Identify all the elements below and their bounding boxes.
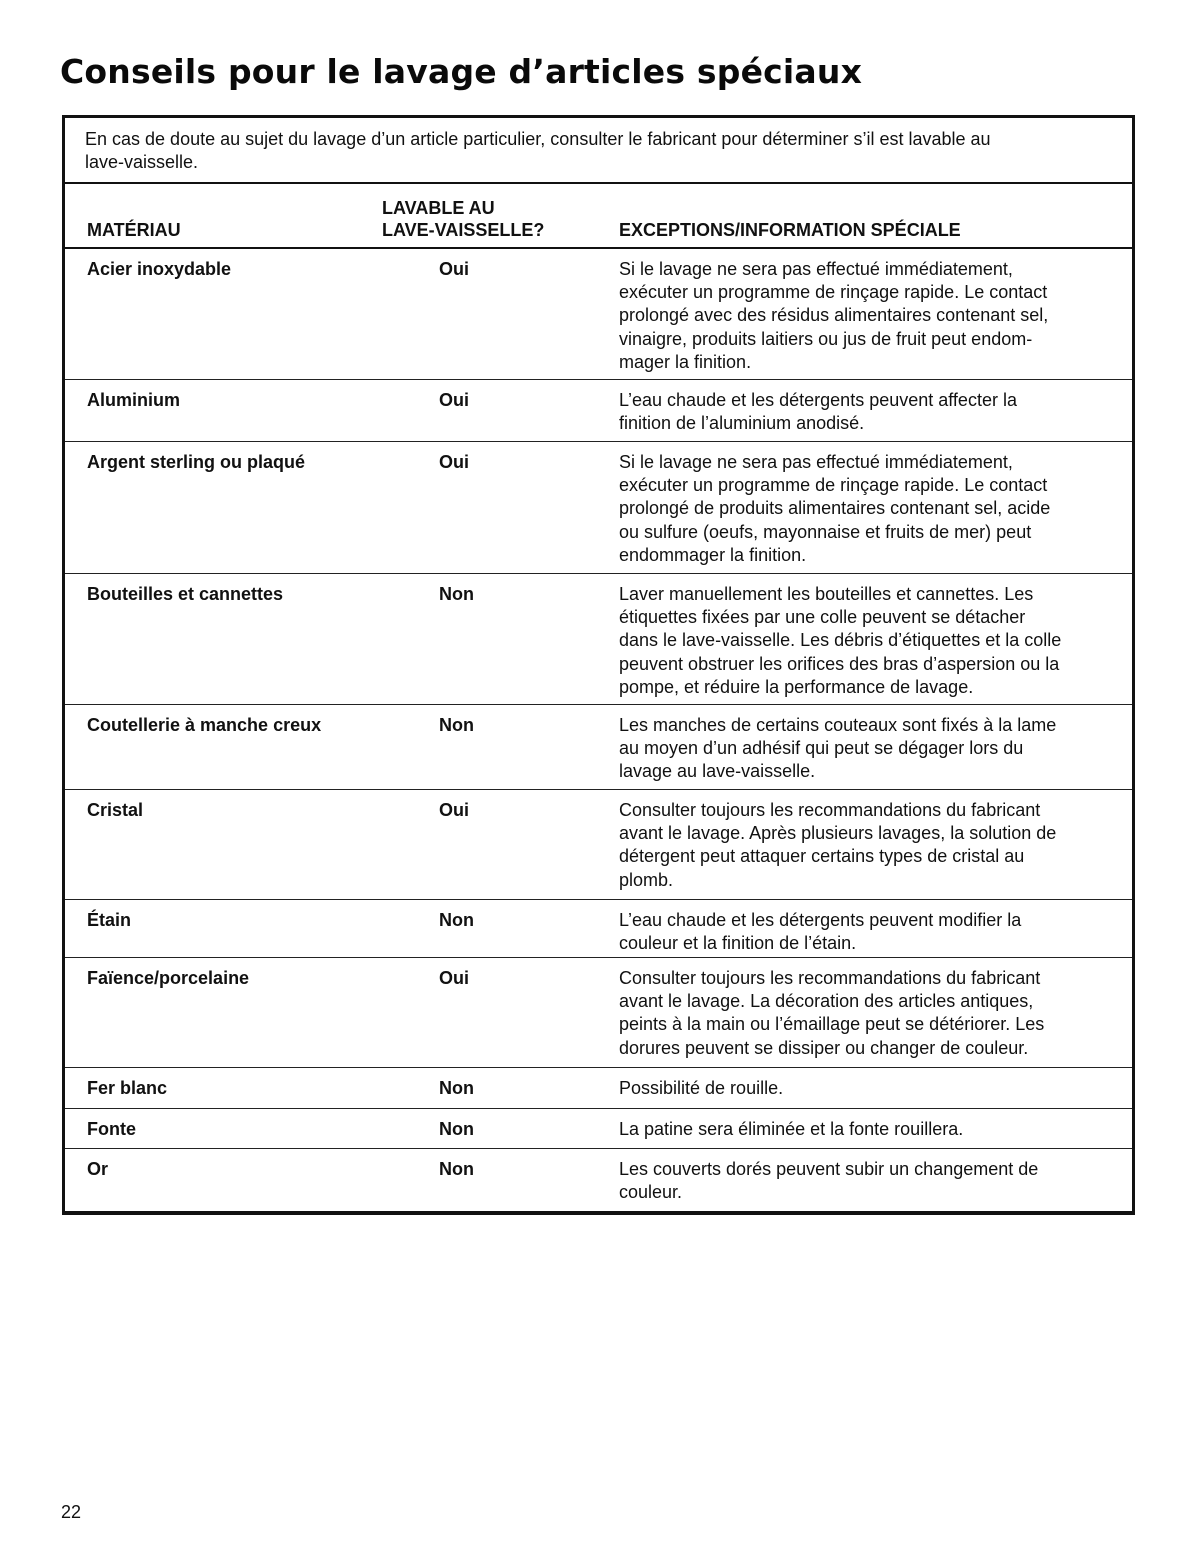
washable-cell: Non: [439, 584, 474, 604]
exceptions-line: avant le lavage. Après plusieurs lavages, la solution de: [619, 823, 1057, 844]
exceptions-cell: [619, 258, 1109, 374]
exceptions-cell: [619, 1077, 1109, 1100]
exceptions-line: Laver manuellement les bouteilles et cannettes. Les: [619, 584, 1034, 604]
exceptions-line: Si le lavage ne sera pas effectué immédiatement,: [619, 259, 1013, 279]
exceptions-line: L’eau chaude et les détergents peuvent modifier la: [619, 910, 1022, 930]
table-row: [65, 442, 1132, 574]
header-washable: [382, 197, 544, 241]
exceptions-line: exécuter un programme de rinçage rapide. Le contact: [619, 475, 1048, 496]
page-title: Conseils pour le lavage d’articles spéciaux: [60, 52, 863, 91]
washable-cell: Oui: [439, 452, 469, 472]
material-cell: Aluminium: [87, 390, 180, 410]
washable-cell: Non: [439, 1078, 474, 1098]
washable-cell: Oui: [439, 259, 469, 279]
material-cell: Cristal: [87, 800, 144, 820]
exceptions-line: lavage au lave-vaisselle.: [619, 761, 816, 782]
table-row: [65, 1109, 1132, 1149]
exceptions-cell: [619, 799, 1109, 892]
exceptions-line: mager la finition.: [619, 351, 752, 372]
header-washable-line-1: LAVABLE AU: [382, 198, 495, 218]
exceptions-cell: [619, 714, 1109, 784]
exceptions-line: peints à la main ou l’émaillage peut se détériorer. Les: [619, 1014, 1045, 1035]
exceptions-line: endommager la finition.: [619, 544, 807, 565]
exceptions-line: peuvent obstruer les orifices des bras d’aspersion ou la: [619, 653, 1060, 674]
table-row: [65, 1068, 1132, 1109]
washable-cell: Non: [439, 1159, 474, 1179]
exceptions-cell: [619, 451, 1109, 567]
material-cell: Faïence/porcelaine: [87, 968, 250, 988]
exceptions-line: couleur et la finition de l’étain.: [619, 933, 857, 954]
exceptions-line: exécuter un programme de rinçage rapide. Le contact: [619, 282, 1048, 303]
special-items-table: [62, 115, 1135, 1215]
material-cell: Fer blanc: [87, 1078, 168, 1098]
exceptions-line: détergent peut attaquer certains types de cristal au: [619, 846, 1025, 867]
exceptions-line: Les manches de certains couteaux sont fixés à la lame: [619, 715, 1057, 735]
intro-line-2: lave-vaisselle.: [85, 152, 199, 172]
exceptions-line: finition de l’aluminium anodisé.: [619, 413, 865, 434]
exceptions-line: dans le lave-vaisselle. Les débris d’étiquettes et la colle: [619, 630, 1062, 651]
exceptions-cell: [619, 1158, 1109, 1204]
table-row: [65, 380, 1132, 442]
washable-cell: Oui: [439, 390, 469, 410]
material-cell: Acier inoxydable: [87, 259, 232, 279]
exceptions-line: ou sulfure (oeufs, mayonnaise et fruits de mer) peut: [619, 521, 1032, 542]
header-washable-line-2: LAVE-VAISSELLE?: [382, 220, 545, 240]
washable-cell: Oui: [439, 800, 469, 820]
material-cell: Argent sterling ou plaqué: [87, 452, 306, 472]
exceptions-cell: [619, 389, 1109, 435]
intro-line-1: En cas de doute au sujet du lavage d’un article particulier, consulter le fabricant pour déterminer s’il est lavable au: [85, 129, 991, 149]
table-body: [65, 249, 1132, 1211]
header-exceptions: EXCEPTIONS/INFORMATION SPÉCIALE: [619, 220, 961, 240]
material-cell: Or: [87, 1159, 109, 1179]
exceptions-cell: [619, 967, 1109, 1060]
intro-note: [65, 118, 1132, 184]
washable-cell: Oui: [439, 968, 469, 988]
exceptions-line: couleur.: [619, 1182, 683, 1203]
material-cell: Coutellerie à manche creux: [87, 715, 322, 735]
exceptions-line: prolongé avec des résidus alimentaires contenant sel,: [619, 305, 1049, 326]
material-cell: Bouteilles et cannettes: [87, 584, 284, 604]
table-header: [65, 184, 1132, 249]
table-row: [65, 958, 1132, 1068]
exceptions-line: avant le lavage. La décoration des articles antiques,: [619, 991, 1034, 1012]
material-cell: Fonte: [87, 1119, 136, 1139]
table-row: [65, 574, 1132, 705]
page-number: 22: [61, 1502, 82, 1522]
exceptions-line: Si le lavage ne sera pas effectué immédiatement,: [619, 452, 1013, 472]
table-row: [65, 900, 1132, 958]
exceptions-line: La patine sera éliminée et la fonte rouillera.: [619, 1119, 964, 1139]
exceptions-cell: [619, 1118, 1109, 1141]
exceptions-line: prolongé de produits alimentaires contenant sel, acide: [619, 498, 1051, 519]
material-cell: Étain: [87, 910, 132, 930]
table-row: [65, 249, 1132, 380]
exceptions-line: Les couverts dorés peuvent subir un changement de: [619, 1159, 1039, 1179]
washable-cell: Non: [439, 715, 474, 735]
exceptions-line: dorures peuvent se dissiper ou changer de couleur.: [619, 1037, 1029, 1058]
header-material: MATÉRIAU: [87, 220, 181, 240]
table-row: [65, 790, 1132, 900]
table-row: [65, 1149, 1132, 1211]
table-row: [65, 705, 1132, 790]
exceptions-line: au moyen d’un adhésif qui peut se dégager lors du: [619, 738, 1024, 759]
exceptions-cell: [619, 909, 1109, 955]
exceptions-cell: [619, 583, 1109, 699]
washable-cell: Non: [439, 910, 474, 930]
exceptions-line: vinaigre, produits laitiers ou jus de fruit peut endom-: [619, 328, 1033, 349]
washable-cell: Non: [439, 1119, 474, 1139]
exceptions-line: L’eau chaude et les détergents peuvent affecter la: [619, 390, 1017, 410]
exceptions-line: plomb.: [619, 869, 674, 890]
exceptions-line: Consulter toujours les recommandations du fabricant: [619, 800, 1041, 820]
exceptions-line: pompe, et réduire la performance de lavage.: [619, 676, 974, 697]
exceptions-line: Possibilité de rouille.: [619, 1078, 784, 1098]
exceptions-line: Consulter toujours les recommandations du fabricant: [619, 968, 1041, 988]
exceptions-line: étiquettes fixées par une colle peuvent se détacher: [619, 607, 1026, 628]
